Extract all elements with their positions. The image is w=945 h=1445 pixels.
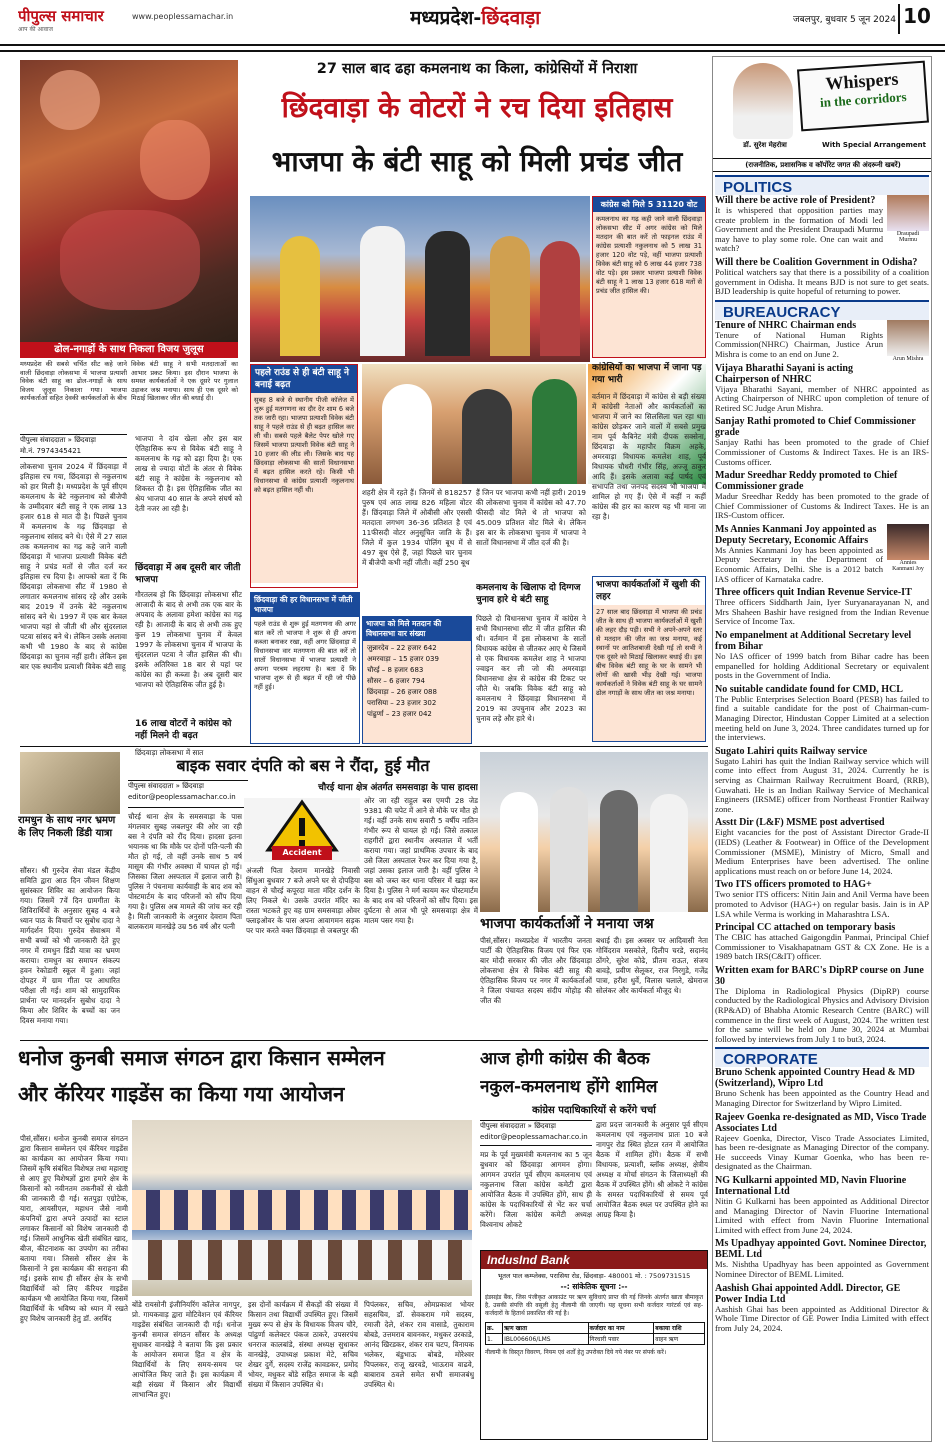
lead-body-col4b: हैं जिन पर भाजपा कभी नहीं हारी। 2019 की लोकसभा चुनाव में कांग्रेस को 47.70 फीसदी वोट मिले थे तो भाजपा को 45.009 प्रतिशत वोट मिले थे। लेकिन इस बार के लोकसभा चुनाव में भाजपा ने सातों विधानसभा में जीत दर्ज की है।: [476, 488, 586, 547]
brief-headline: Three officers quit Indian Revenue Service-IT: [715, 587, 912, 599]
caption-text-1: मध्यप्रदेश की सबसे चर्चित सीट कहे जाने वाली छिंदवाड़ा लोकसभा में भाजपा प्रत्याशी विवेक बंटी साहू का ढोल-नगाड़ों के साथ विजय जुलूस निकाला गया। भाजपा कार्यकर्ताओं सहित देवकी कार्यकर्ताओं के बीच: [20, 360, 127, 402]
bank-ad: [480, 1250, 708, 1440]
photo-label: Arun Mishra: [892, 355, 924, 362]
bjp-photo: [362, 364, 586, 484]
section-header-corporate: CORPORATE: [715, 1047, 929, 1067]
vote-row-value: 15 हजार 039: [398, 655, 439, 663]
byline-name: पीपुल्स संवाददाता: [480, 1122, 526, 1130]
photo-label: Draupadi: [896, 231, 920, 237]
vote-row-name: पांढुर्णा –: [367, 710, 392, 718]
whispers-header: [713, 57, 932, 157]
brief-body: Two senior ITS officers: Nitin Jain and Anil Verma have been promoted to Advisor (HAG+) on regular basis. Jain is in AP LSA while Verma is working in Maharashtra LSA.: [715, 889, 929, 919]
meet-body-2: द्वारा प्रदत्त जानकारी के अनुसार पूर्व सीएम कमलनाथ एवं नकुलनाथ प्रातः 10 बजे नागपुर रोड स्थित होटल रतन में आयोजित बैठक में शामिल होंगे। बैठक में सभी विधायक, प्रत्याशी, ब्लॉक अध्यक्ष, क्षेत्रीय अध्यक्ष व मोर्चा संगठन के जिलाध्यक्षों की बैठक में उपस्थित होंगे। श्री ओकटे ने कांग्रेस के समस्त पदाधिकारियों से समय पूर्व आयोजित बैठक स्थल पर उपस्थित होने का आग्रह किया है।: [596, 1120, 708, 1219]
dateline: जबलपुर, बुधवार 5 जून 2024: [792, 15, 896, 25]
accident-headline: बाइक सवार दंपति को बस ने रौंदा, हुई मौत: [176, 756, 430, 775]
lead-body-col2b: गौरतलब हो कि छिंदवाड़ा लोकसभा सीट आजादी के बाद से अभी तक एक बार के अपवाद के अलावा हमेशा कांग्रेस का गढ़ रही है। आजादी के बाद से अभी तक हुए कुल 19 लोकसभा चुनाव में केवल 1997 के लोकसभा चुनाव में भाजपा के सुंदरलाल पटवा ने जीत हासिल की थी। इसके अतिरिक्त 18 बार से यहां पर कांग्रेस का ही कब्जा है। अब दूसरी बार भाजपा को ऐतिहासिक जीत हुई है।: [135, 590, 242, 689]
jashn-photo: [480, 752, 708, 912]
meet-byline: पीपुल्स संवाददाता » छिंदवाड़ा editor@peoplessamachar.co.in: [480, 1120, 592, 1146]
ramdhun-photo: [20, 752, 120, 814]
whispers-title: Whispers: [824, 68, 900, 94]
accident-subhead: चौरई थाना क्षेत्र अंतर्गत समसवाड़ा के पास हादसा: [318, 783, 478, 793]
vote-row-name: सौसर –: [367, 677, 390, 685]
accident-col2: अंजली पिता देवराम मानखेड़े निवासी सिंधुआ बुधवार 7 बजे अपने घर से दोपहिया वाहन से चौरई कपूरदा माता मंदिर दर्शन के लिए निकले थे। उसके उपरांत मंदिर का रास्ता भटकते हुए वह ग्राम समसवाड़ा ओवर फ्लाइओवर के पास अपना आवागमन सड़क पर पार करते वक्त छिंदवाड़ा से जबलपुर की: [246, 866, 360, 935]
vote-rows: [363, 641, 471, 722]
brief-body: Tenure of National Human Rights Commission(NHRC) Chairman, Justice Arun Mishra is come to an end on June 2.: [715, 329, 883, 359]
worker-text: 27 साल बाद छिंदवाड़ा में भाजपा की प्रचंड जीत के साथ ही भाजपा कार्यकर्ताओं में खुशी की लहर दौड़ पड़ी। सभी ने अपने-अपने स्तर से मतदान की जीत का जश्न मनाया, कई स्थानों पर आतिशबाजी देखी गई तो सभी ने एक दूसरे को मिठाई खिलाकर बधाई दी। इस बीच विवेक बंटी साहू के घर के सामने भी लोगों की खासी भीड़ देखी गई। भाजपा कार्यकर्ताओं ने विवेक बंटी साहू के घर सामने ढोल नगाड़ों के साथ जीत का जश्न मनाया।: [596, 608, 702, 697]
congress-head: कांग्रेसियों का भाजपा में जाना पड़ गया भारी: [592, 363, 702, 385]
bank-table-cell: 1.: [486, 1334, 503, 1345]
lead-headline-2: भाजपा के बंटी साहू को मिली प्रचंड जीत: [271, 145, 683, 178]
kamal-head: कमलनाथ के खिलाफ दो दिग्गज चुनाव हारे थे बंटी साहू: [476, 583, 581, 605]
brief-headline: Sanjay Rathi promoted to Chief Commissioner grade: [715, 416, 916, 439]
brief-body: Nitin G Kulkarni has been appointed as Additional Director and Managing Director of Navin Fluorine International Limited with effect from Navin Fluorine International Limited with effect from June 24, 2024.: [715, 1196, 929, 1235]
kunbi-headline-2: और कॅरियर गाइडेंस का किया गया आयोजन: [18, 1082, 345, 1106]
lead-byline: पीपुल्स संवाददाता » छिंदवाड़ा मो.नं. 7974345421: [20, 434, 127, 458]
vote-row-name: छिंदवाड़ा –: [367, 688, 397, 696]
bank-table-header: ऋण खाता: [503, 1323, 588, 1334]
whispers-logo: [797, 61, 929, 132]
section-header-bureaucracy: BUREAUCRACY: [715, 300, 929, 320]
round-box-text: सुबह 8 बजे से स्थानीय पीजी कॉलेज में शुरू हुई मतगणना का दौर देर शाम 6 बजे तक जारी रहा। भाजपा प्रत्याशी विवेक बंटी साहू ने पहले राउंड से ही बढ़त हासिल कर ली थी। सबसे पहले बैलेट पेपर खोले गए जिसमें भाजपा प्रत्याशी विवेक बंटी साहू ने 10 हजार की लीड ली। जिसके बाद यह छिंदवाड़ा लोकसभा की सातों विधानसभा में बढ़त हासिल करते रहे। किसी भी विधानसभा से कांग्रेस प्रत्याशी नकुलनाथ को बढ़त हासिल नहीं थी।: [251, 393, 357, 583]
kunbi-body-4: पिपंलकर, सचिव, ओमप्रकाश भोयर सहसचिव, डॉ. सेवकराम गमे सदस्य, रमाजी देले, शंकर राव वासाडे, तुकाराम बोबडे, उत्तमराव बावनकर, मधुकर उरकाडे, आनंद खिरडकर, शंकर राव चटप, विनायक भलेकर, बंडुभाऊ बोबडे, मोरेश्वर पिपलकर, राजू खरवडे, भाऊराव वाढवे, बाबाराव ठवले समेत सभी समाजबंधु उपस्थित थे।: [364, 1300, 474, 1389]
meet-subhead: कांग्रेस पदाधिकारियों से करेंगे चर्चा: [532, 1105, 656, 1116]
vote-row: [367, 643, 467, 654]
congress-text: वर्तमान में छिंदवाड़ा में कांग्रेस से बड़ी संख्या में कांग्रेसी नेताओं और कार्यकर्ताओं का भाजपा में जाने का सिलसिला चल रहा था। कांग्रेस छोड़कर जाने वालों में सबसे प्रमुख नाम पूर्व कैबिनेट मंत्री दीपक सक्सेना, छिंदवाड़ा के महापौर विक्रम अहके, अमरवाड़ा विधायक कमलेश शाह, पूर्व विधायक चौधरी गंभीर सिंह, अज्जू ठाकुर आदि हैं। इसके अलावा कई पार्षद एवं सभापति तथा जनपद सदस्य भी भाजपा में शामिल हो गए हैं। ऐसे में कहीं न कहीं कांग्रेस की हार का कारण यह भी माना जा रहा है।: [592, 392, 706, 521]
vote-row-value: 22 हजार 642: [396, 644, 437, 652]
bank-text: इंडसइंड बैंक, जिस पंजीकृत आकाउंट पर ऋण सुविधाएं प्राप्त की गई जिनके अंतर्गत खाता बीमाकृत है, उसकी संपत्ति की वसूली हेतु नीलामी की जाएगी। यह सूचना सभी कर्जदार गारंटर्स एवं सह-कर्जदारों के हितार्थ प्रकाशित की गई है।: [485, 1294, 703, 1317]
ramdhun-body: सौंसर। श्री गुरुदेव सेवा मंडल केंद्रीय समिति द्वारा आठ दिन जीवन शिक्षण सुसंस्कार शिविर का आयोजन किया गया। जिसमें 7वें दिन ग्रामगीता के शिविरार्थियों के अनुसार सुबह 4 बजे ध्यान पाठ के विचारों पर सुबोध दादा ने मार्गदर्शन दिया। गुरुदेव सेवाश्रम में सभी बच्चों को भी जानकारी देते हुए नगर में रामधुन डिंडी यात्रा का भ्रमण कराया। रामधुन का समापन संकल्प हवन रेकोडारी स्कूल में हुआ। जहां दोपहर में ग्राम गीता पर आधारित परीक्षा ली गई। शाम को सामुदायिक प्रार्थना पर मानदर्शन सुबोध दादा ने किया और शिविर के बच्चों का जन दिवस मनाया गया।: [20, 866, 120, 1025]
officer-photo: [887, 320, 929, 362]
vote-row-name: चौरई –: [367, 666, 388, 674]
photo-label: Murmu: [899, 237, 917, 243]
lead-kicker: 27 साल बाद ढहा कमलनाथ का किला, कांग्रेसियों में निराशा: [316, 61, 638, 77]
brief-headline: Two ITS officers promoted to HAG+: [715, 879, 872, 891]
officer-photo: [887, 524, 929, 572]
kunbi-body-3: इस दोनों कार्यक्रम में सैकड़ों की संख्या में किसान तथा विद्यार्थी उपस्थित हुए। जिसमें मुख्य रूप से क्षेत्र के विधायक विजय चौरे, पांढुर्णा कलेक्टर पंकज ठाकरे, उपसरपंच धनराज कालबांडे, संस्था अध्यक्ष सुधाकर वानखेड़े, उपाध्यक्ष प्रकाश मेटे, सचिव शेखर दुर्गे, सदस्य राजेंद्र कावडकर, प्रमोद भोयर, मधुकर बोंडे सहित समाज के बड़ी संख्या में किसान उपस्थित थे।: [248, 1300, 358, 1389]
brief-headline: Will there be Coalition Government in Odisha?: [715, 256, 918, 268]
sidebar-tagline: (राजनीतिक, प्रशासनिक व कॉर्पोरेट जगत की अंदरूनी खबरें): [713, 158, 932, 172]
avatar: [733, 63, 793, 139]
person-name: डॉ. सुरेश मेहरोत्रा: [743, 141, 787, 149]
vote-row-value: 6 हजार 794: [389, 677, 425, 685]
lead-photo-caption: ढोल-नगाड़ों के साथ निकला विजय जुलूस: [20, 342, 238, 358]
kunbi-body-1: पीसं,सौंसर। धनोज कुनबी समाज संगठन द्वारा किसान सम्मेलन एवं कॅरियर गाइडेंस का कार्यक्रम का आयोजन किया गया। जिसमें कृषि संबंधित विशेषज्ञ तथा महाराष्ट्र से आए हुए विशेषज्ञों द्वारा हमारे क्षेत्र के किसानों को नवीनतम तकनीकों से खेती की जानकारी दी गई। सतपुड़ा एग्रोटेक, यारा, आयसीएल, महाधन जैसे नामी कंपनियों द्वारा अपने उत्पादों का स्टाल लगाकर किसानों को विशेष जानकारी दी गई। जिसमें आधुनिक खेती संबंधित खाद, बीज, कीटनाशक का उपयोग का तरीका बताया गया। जिससे सौंसर क्षेत्र के किसानों ने इस कार्यक्रम की सराहना की गई। इसके साथ ही सौंसर क्षेत्र के सभी विद्यार्थियों को लिए कॅरियर गाइडेंस कार्यक्रम भी आयोजित किया गया, जिसमें विद्यार्थियों के भविष्य को ध्यान में रखते हुए विशेष जानकारी हेतु डॉ. अरविंद: [20, 1134, 128, 1323]
brief-headline: Madur Sreedhar Reddy promoted to Chief Commissioner grade: [715, 470, 898, 493]
lead-body-col1: लोकसभा चुनाव 2024 में छिंदवाड़ा में इतिहास रच गया, छिंदवाड़ा से नकुलनाथ को हार मिली है। मध्यप्रदेश के पूर्व सीएम कमलनाथ के बेटे नकुलनाथ को बीजेपी के उम्मीदवार बंटी साहू ने एक लाख 13 हजार 618 से मात दी है। पिछले चुनाव में कमलनाथ के गढ़ छिंदवाड़ा से नकुलनाथ सांसद बने थे। ऐसे में 27 साल तक कमलनाथ का गढ़ कहे जाने वाली छिंदवाड़ा में भाजपा प्रत्याशी विवेक बंटी साहू ने प्रचंड मतों से जीत दर्ज कर इतिहास रच दिया है। आपको बता दें कि छिंदवाड़ा लोकसभा सीट में 1980 से लगातार कमलनाथ सांसद रहे और उसके बाद 2019 में उनके बेटे नकुलनाथ सांसद बने थे। 1997 में एक बार केवल भाजपा यहां से जीती थी और सुंदरलाल पटवा सांसद बने थे। लेकिन उसके अलावा कभी भी 1980 के बाद से कांग्रेस छिंदवाड़ा का चुनाव नहीं हारी। लेकिन इस बार एक स्थानीय प्रत्याशी विवेक बंटी साहू: [20, 462, 127, 671]
brief-headline: Bruno Schenk appointed Country Head & MD (Switzerland), Wipro Ltd: [715, 1067, 916, 1090]
kunbi-body-2: बोंडे रायसोनी इंजीनियरिंग कॉलेज नागपुर, प्रो. गायकवाड़ द्वारा मोटिवेशन एवं कॅरियर गाइडेंस संबंधित जानकारी दी गई। धनोज कुनबी समाज संगठन सौंसर के अध्यक्ष सुधाकर वानखेड़े ने बताया कि इस प्रकार के आयोजन समाज हित व क्षेत्र के विद्यार्थियों के लिए समय-समय पर आयोजित किए जाते हैं। इस कार्यक्रम में बड़ी संख्या में किसान और विद्यार्थी लाभान्वित हुए।: [132, 1300, 242, 1399]
byline-name: पीपुल्स संवाददाता: [20, 436, 66, 444]
bank-notice: --: सांकेतिक सूचना :--: [560, 1282, 628, 1291]
vote-row: [367, 676, 467, 687]
vote-row: [367, 654, 467, 665]
brief-body: Sanjay Rathi has been promoted to the grade of Chief Commissioner of Customs & Indirect Taxes. He is an IRS-Customs officer.: [715, 437, 929, 467]
photo-label: Kanmani Joy: [892, 565, 924, 572]
vote-row-value: 26 हजार 088: [396, 688, 437, 696]
brief-body: The Public Enterprises Selection Board (PESB) has failed to find a suitable candidate for the post of Chairman-cum-Managing Director, Hindustan Copper Limited at a selection meeting held on June 3, 2024. Three candidates turned up for the interviews.: [715, 693, 929, 743]
lead-headline-1: छिंदवाड़ा के वोटरों ने रच दिया इतिहास: [281, 91, 673, 124]
brief-headline: Rajeev Goenka re-designated as MD, Visco Trade Associates Ltd: [715, 1111, 927, 1134]
lead-photo: [20, 60, 238, 342]
brief-body: Sugato Lahiri has quit the Indian Railway service which will come into effect from August 31, 2024. Currently he is serving as Chairman Railway Recruitment Board, (RRB), Guwahati. He is an Indian Railway Service of Mechanical Engineers (IRSME) officer from Northeast Frontier Railway zone.: [715, 755, 929, 814]
brief-body: Ms Annies Kanmani Joy has been appointed as Deputy Secretary in the Department of Economic Affairs, Delhi. She is a 2012 batch IAS officer of Karnataka cadre.: [715, 544, 883, 584]
brief-headline: Tenure of NHRC Chairman ends: [715, 319, 857, 331]
vidhan-text: पहले राउंड से शुरू हुई मतगणना की अगर बात करें तो भाजपा ने शुरू से ही अपना कब्जा बनाकर रखा, वहीं अगर छिंदवाड़ा में विधानसभा वार मतगणना की बात करें तो सातों विधानसभा में भाजपा प्रत्याशी ने अपना परचम लहराया है। बता दें कि भाजपा शुरू से ही बढ़त में रही जो पीछे नहीं हुई।: [254, 620, 356, 691]
lead-body-col2c: छिंदवाड़ा लोकसभा में सात: [135, 748, 204, 757]
bank-table: [485, 1322, 705, 1345]
bank-table-header: कर्जदार का नाम: [588, 1323, 654, 1334]
meet-headline-2: नकुल-कमलनाथ होंगे शामिल: [480, 1077, 658, 1097]
brief-body: No IAS officer of 1999 batch from Bihar cadre has been empanelled for holding Additional Secretary or equivalent posts in the Government of India.: [715, 651, 929, 681]
stage-photo: [250, 196, 590, 362]
byline-email[interactable]: editor@peoplessamachar.co.in: [128, 793, 236, 801]
accident-sign-text: Accident: [272, 846, 332, 860]
vidhan-head: छिंदवाड़ा की हर विधानसभा में जीती भाजपा: [251, 593, 359, 617]
byline-city: छिंदवाड़ा: [182, 782, 204, 790]
paper-logo[interactable]: पीपुल्स समाचार: [18, 7, 104, 25]
masthead: [0, 0, 945, 52]
kamal-text: पिछले दो विधानसभा चुनाव में कांग्रेस ने सभी विधानसभा सीट में जीत हासिल की थी। वर्तमान में इस लोकसभा के सातों विधायक कांग्रेस से जीतकर आए थे जिसमें से एक विधायक कमलेश शाह ने भाजपा ज्वाइन कर ली जो की अमरवाड़ा विधानसभा क्षेत्र से कांग्रेस की टिकट पर जीते थे। जबकि विवेक बंटी साहू को कमलनाथ ने छिंदवाड़ा विधानसभा में 2019 का उपचुनाव और 2023 का चुनाव लड़े और हारे थे।: [476, 614, 586, 723]
vote-row-value: 8 हजार 683: [387, 666, 424, 674]
brief-body: Eight vacancies for the post of Assistant Director Grade-II (IEDS) (Leather & Footwear) in Office of the Development Commissioner (MSME), Ministry of Micro, Small and Medium Enterprises have been advertised. The online applications must reach on or before June 14, 2024.: [715, 827, 929, 876]
kunbi-photo: [132, 1120, 472, 1296]
vote-row-value: 23 हजार 042: [391, 710, 432, 718]
bank-table-cell: वाहन ऋण: [654, 1334, 705, 1345]
section-title: मध्यप्रदेश-छिंदवाड़ा: [410, 7, 541, 29]
brief-headline: Will there be active role of President?: [715, 195, 876, 206]
kunbi-headline-1: धनोज कुनबी समाज संगठन द्वारा किसान सम्मेलन: [18, 1046, 385, 1070]
brief-body: Bruno Schenk has been appointed as the Country Head and Managing Director for Switzerland by Wipro Limited.: [715, 1088, 929, 1109]
brief-headline: Principal CC attached on temporary basis: [715, 922, 896, 934]
vote-table: [362, 616, 472, 744]
brief-headline: Sugato Lahiri quits Railway service: [715, 745, 868, 757]
brief-headline: NG Kulkarni appointed MD, Navin Fluorine International Ltd: [715, 1175, 907, 1197]
meet-headline-1: आज होगी कांग्रेस की बैठक: [480, 1049, 650, 1069]
votes-box-head: कांग्रेस को मिले 5 31120 वोट: [593, 197, 705, 212]
brief-body: Three officers Siddharth Jain, Iyer Suryanarayanan N, and Mrs Shaheen Bashir have resigned from the Indian Revenue Service of Income Tax.: [715, 597, 929, 627]
vote-row: [367, 709, 467, 720]
round-box-head: पहले राउंड से ही बंटी साहू ने बनाई बढ़त: [251, 365, 357, 393]
lead-body-col2a: भाजपा ने दांव खेला और इस बार ऐतिहासिक रूप से विवेक बंटी साहू ने कमलनाथ के गढ़ को ढहा दिया है। एक लाख से ज्यादा वोटों के अंतर से विवेक बंटी साहू ने कांग्रेस के नकुलनाथ को शिकस्त दी है। इस ऐतिहासिक जीत का श्रेय भाजपा 40 साल के अपने संघर्ष को देती नजर आ रही है।: [135, 434, 242, 513]
bank-table-header: क्र.: [486, 1323, 503, 1334]
sidebar-sections: [713, 175, 931, 1439]
byline-mobile: मो.नं. 7974345421: [20, 447, 82, 455]
vidhan-box: [250, 592, 360, 744]
website[interactable]: www.peoplessamachar.in: [132, 12, 234, 21]
brief-body: Madur Sreedhar Reddy has been promoted to the grade of Chief Commissioner of Customs & Indirect Taxes. He is an IRS-Custom officer.: [715, 491, 929, 521]
page-number: 10: [898, 4, 934, 34]
photo-label: Annies: [899, 559, 917, 566]
bank-footer: नीलामी के विस्तृत विवरण, नियम एवं शर्तों हेतु उपरोक्त दिये गये नंबर पर संपर्क करें।: [485, 1349, 667, 1356]
accident-byline: पीपुल्स संवाददाता » छिंदवाड़ा editor@peoplessamachar.co.in: [128, 780, 248, 808]
meet-body-1: मप्र के पूर्व मुख्यमंत्री कमलनाथ का 5 जून बुधवार को छिंदवाड़ा आगमन होगा। आगमन उपरांत पूर्व सीएम कमलनाथ एवं नकुलनाथ जिला कांग्रेस कमेटी द्वारा आयोजित बैठक में उपस्थित होंगे, साथ ही कांग्रेस के पदाधिकारियों से भेंट कर चर्चा करेंगे। जिला कांग्रेस कमेटी अध्यक्ष विश्वनाथ ओकटे: [480, 1150, 592, 1229]
arrangement: With Special Arrangement: [822, 141, 926, 149]
brief-body: Rajeev Goenka, Director, Visco Trade Associates Limited, has been re-designate as Managing Director of the company. He succeeds Vinay Kumar Goenka, who has been re-designated as the Chairman.: [715, 1132, 929, 1172]
votes-box-text: कमलनाथ का गढ़ कही जाने वाली छिंदवाड़ा लोकसभा सीट में अगर कांग्रेस को मिले मतदान की बात करें तो फाइनल राउंड में कांग्रेस प्रत्याशी नकुलनाथ को 5 लाख 31 हजार 120 वोट पड़े, वहीं भाजपा प्रत्याशी विवेक बंटी साहू को 6 लाख 44 हजार 738 वोट पड़े। इस प्रकार भाजपा प्रत्याशी विवेक बंटी साहू ने 1 लाख 13 हजार 618 मतों से प्रचंड जीत हासिल की।: [596, 215, 702, 295]
bank-table-cell: IBL006606/LMS: [503, 1334, 588, 1345]
section-name: मध्यप्रदेश: [410, 7, 474, 29]
byline-email[interactable]: editor@peoplessamachar.co.in: [480, 1133, 588, 1141]
bank-logo-bar: [481, 1251, 707, 1269]
brief-headline: No empanelment at Additional Secretary level from Bihar: [715, 630, 912, 653]
caption-text-2: विवेक बंटी साहू ने सभी मतदाताओं का आभार प्रकट किया। इस दौरान भाजपा के समस्त कार्यकर्ताओं ने एक दूसरे पर गुलाल उड़ाकर जश्न मनाया। साथ ही एक दूसरे को मिठाई खिलाकर जीत की बधाई दी।: [131, 360, 238, 402]
vote-table-head: भाजपा को मिले मतदान की विधानसभा वार संख्या: [363, 617, 471, 641]
brief-body: The CBIC has attached Gaigongdin Panmai, Principal Chief Commissioner to Visakhapatnam GST & CX Zone. He is a 1989 batch IRS(C&IT) officer.: [715, 932, 929, 962]
ramdhun-headline: रामधुन के साथ नगर भ्रमण के लिए निकली डिंडी यात्रा: [18, 815, 116, 839]
round-box: [250, 364, 358, 588]
vote-row-name: जुन्नारदेव –: [367, 644, 397, 652]
vote-row-value: 23 हजार 302: [396, 699, 437, 707]
byline-city: छिंदवाड़ा: [534, 1122, 556, 1130]
votes-box: [592, 196, 706, 358]
vote-row: [367, 698, 467, 709]
section-header-politics: POLITICS: [715, 175, 929, 195]
brief-headline: Asstt Dir (L&F) MSME post advertised: [715, 817, 885, 829]
brief-body: Vijaya Bharathi Sayani, member of NHRC appointed as Acting Chairperson of NHRC upon completion of tenure of Retired SC Judge Arun Mishra.: [715, 383, 929, 413]
sidebar: [712, 56, 932, 1442]
bank-table-header: बकाया राशि: [654, 1323, 705, 1334]
byline-name: पीपुल्स संवाददाता: [128, 782, 174, 790]
brief-body: Aashish Ghai has been appointed as Additional Director & Whole Time Director of GE Power India Limited with effect from July 24, 2024.: [715, 1303, 929, 1333]
brief-body: Political watchers say that there is a possibility of a coalition government in Odisha. It means BJD is not sure to get seats. BJD leadership is quite hopeful of returning to power.: [715, 266, 929, 297]
bank-table-cell: गिरधारी पवार: [588, 1334, 654, 1345]
jashn-body-1: पीसं,सौंसर। मध्यप्रदेश में भारतीय जनता पार्टी की ऐतिहासिक विजय एवं फिर एक बार मोदी सरकार की जीत और छिंदवाड़ा लोकसभा क्षेत्र से विवेक बंटी साहू की ऐतिहासिक विजय पर नगर में कार्यकर्ताओं ने जिला पंचायत सदस्य संदीप मोहोड़ की जीत की: [480, 936, 592, 1005]
paper-tagline: आप की आवाज: [18, 26, 53, 33]
brief-body: Ms. Nishtha Upadhyay has been appointed as Government Nominee Director of BEML Limited.: [715, 1259, 929, 1279]
jashn-headline: भाजपा कार्यकर्ताओं ने मनाया जश्न: [480, 916, 654, 932]
bank-address: भूतल पाल कम्प्लेक्स, परासिया रोड, छिंदवाड़ा- 480001 मो. : 7509731515: [497, 1272, 691, 1280]
worker-head: भाजपा कार्यकर्ताओं में खुशी की लहर: [593, 577, 705, 605]
city-name: छिंदवाड़ा: [481, 7, 541, 29]
accident-sign: [244, 798, 360, 862]
brief-headline: Aashish Ghai appointed Addl. Director, GE Power India Ltd: [715, 1282, 901, 1305]
subhead-second-win: छिंदवाड़ा में अब दूसरी बार जीती भाजपा: [135, 563, 241, 585]
vote-row-name: अमरवाड़ा –: [367, 655, 399, 663]
subhead-16-lakh: 16 लाख वोटरों ने कांग्रेस को नहीं मिलने दी बढ़त: [135, 718, 242, 748]
officer-photo: [887, 195, 929, 243]
byline-city: छिंदवाड़ा: [74, 436, 96, 444]
vote-row: [367, 665, 467, 676]
worker-box: [592, 576, 706, 742]
vote-row-name: परासिया –: [367, 699, 397, 707]
vote-row: [367, 687, 467, 698]
brief-headline: Written exam for BARC's DipRP course on June 30: [715, 964, 924, 987]
brief-headline: Vijaya Bharathi Sayani is acting Chairperson of NHRC: [715, 362, 853, 385]
jashn-body-2: बधाई दी। इस अवसर पर आदिवासी नेता गोविंदराव मसकोले, दिलीप चरडे, सदानंद ठोंगरे, सुरेश कोढे, प्रीतम राऊत, संजय बावड़े, प्रवीण सेलूकर, राज निरगुडे, गजेंद्र पात्रा, हरीश धुर्वे, विलास चलाले, खेमराज सोलंकर और कार्यकर्ता मौजूद थे।: [596, 936, 708, 995]
brief-headline: Ms Annies Kanmani Joy appointed as Deputy Secretary, Economic Affairs: [715, 523, 877, 546]
brief-body: It is whispered that opposition parties may create problem in the formation of Modi led Government and the President Draupadi Murmu may have to play some role. One can wait and watch?: [715, 205, 883, 254]
whispers-subtitle: in the corridors: [819, 88, 907, 110]
accident-col1: चौरई थाना क्षेत्र के समसवाड़ा के पास मंगलवार सुबह जबलपुर की ओर जा रही बस ने दंपति को रौंद दिया। हादसा इतना भयानक था कि मौके पर दोनों पति-पत्नी की मौत हो गई, तो वहीं उनके साथ 5 वर्ष मासूम की गंभीर अवस्था में घायल हो गई। जिसका जिला अस्पताल में इलाज जारी है। पुलिस ने पंचनामा कार्यवाही के बाद शव को पोस्टमार्टम के बाद परिजनों को सौंप दिया गया है। पुलिस अब मामले की जांच कर रही है। मिली जानकारी के अनुसार देवराम पिता बालकराम मानखेड़े उम्र 56 वर्ष और पत्नी: [128, 812, 242, 931]
bank-name: IndusInd Bank: [487, 1253, 570, 1267]
brief-headline: No suitable candidate found for CMD, HCL: [715, 683, 903, 695]
brief-headline: Ms Upadhyay appointed Govt. Nominee Director, BEML Ltd: [715, 1238, 927, 1261]
brief-body: The Diploma in Radiological Physics (DipRP) course conducted by the Radiological Physics and Advisory Division (RP&AD) of Bhabha Atomic Research Centre (BARC) will commence in the first week of August, 2024. The written test for the same will be held on June 30, 2024 at Mumbai followed by interviews from July 1 to but3, 2024.: [715, 985, 929, 1044]
accident-col3: ओर जा रही राहुल बस एमपी 28 जेड 9381 की चपेट में आने से मौके पर मौत हो गई। वहीं उनके साथ सवारी 5 वर्षीय नातिन गंभीर रूप से घायल हो गई। जिसे तत्काल राहगीरों द्वारा स्थानीय अस्पताल में भर्ती कराया गया। जहां प्राथमिक उपचार के बाद उसे जिला अस्पताल रेफर कर दिया गया है, जहां उसका इलाज जारी है। वहीं पुलिस ने बस को जब्त कर थाना परिसर में खड़ा कर दिया है। पुलिस ने मर्ग कायम कर पोस्टमार्टम के बाद शव को परिजनों को सौंप दिया। इस दुर्घटना से आज भी पूरे समसवाड़ा क्षेत्र में मातम पसर गया है।: [364, 796, 478, 925]
lead-body-col4a: शहरी क्षेत्र में रहते हैं। जिनमें से 818257 पुरुष एवं आठ लाख 826 महिला वोटर हैं। छिंदवाड़ा जिले में ओबीसी और एससी मतदाता लगभग 36-36 प्रतिशत है एवं 11फीसदी वोटर अनुसूचित जाति के हैं। जिले में कुल 1934 पोलिंग बूथ में से 497 बूथ ऐसे हैं, जहां पिछले चार चुनाव में बीजेपी कभी नहीं जीती। वहीं 250 बूथ: [362, 488, 472, 567]
